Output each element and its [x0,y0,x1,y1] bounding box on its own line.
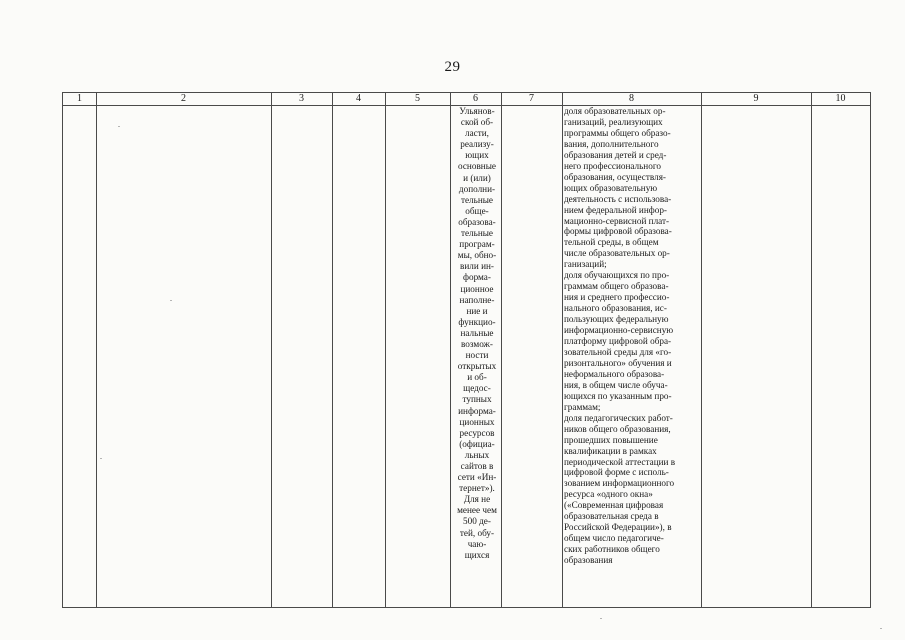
scan-speck [100,458,102,459]
cell-col-8-line: зовательной среды для «го- [564,346,672,357]
scan-speck [170,300,172,301]
cell-col-8-line: граммам; [564,401,601,412]
cell-col-8-line: ресурса «одного окна» [564,489,653,500]
cell-col-8-line: Российской Федерации»), в [564,522,672,533]
column-divider [450,93,451,607]
header-col-9: 9 [753,93,759,104]
header-col-6: 6 [473,93,478,104]
cell-col-8-line: числе образовательных ор- [564,248,670,259]
page-number: 29 [444,59,461,75]
cell-col-8-line: доля образовательных ор- [564,106,666,116]
cell-col-8-line: платформу цифровой обра- [564,336,672,347]
cell-col-8-line: тельной среды, в общем [564,237,659,248]
header-col-5: 5 [415,93,420,104]
column-divider [811,93,812,607]
scan-speck [118,126,120,127]
scan-speck [600,618,602,619]
cell-col-8-line: нием федеральной инфор- [564,204,667,215]
cell-col-8-line: ния и среднего профессио- [564,292,670,303]
cell-col-8-line: формы цифровой образова- [564,226,672,237]
cell-col-8-line: общем число педагогиче- [564,533,664,544]
column-divider [271,93,272,607]
column-divider [701,93,702,607]
cell-col-8-line: доля педагогических работ- [564,412,673,423]
cell-col-8-line: доля обучающихся по про- [564,270,670,281]
column-divider [332,93,333,607]
scan-speck [880,628,882,629]
cell-col-8-line: периодической аттестации в [564,456,676,467]
column-divider [562,93,563,607]
cell-col-8-line: образования, осуществля- [564,171,666,182]
cell-col-8-line: ющихся по указанным про- [564,390,672,401]
table-header-row [63,93,870,106]
cell-col-8-line: ния, в общем числе обуча- [564,379,668,390]
header-col-7: 7 [529,93,534,104]
cell-col-8-line: («Современная цифровая [564,500,664,511]
header-col-10: 10 [835,93,846,104]
cell-col-8-line: ников общего образования, [564,423,671,434]
cell-col-8-line: цифровой форме с исполь- [564,467,669,478]
cell-col-8-line: неформального образова- [564,368,665,379]
column-divider [96,93,97,607]
cell-col-8-line: образования детей и сред- [564,149,667,160]
header-col-2: 2 [181,93,186,104]
cell-col-8-line: ганизаций; [564,259,607,270]
cell-col-8-line: квалификации в рамках [564,445,657,456]
cell-col-8-line: образовательная среда в [564,511,659,522]
column-divider [385,93,386,607]
header-col-4: 4 [356,93,361,104]
cell-col-6-text: Ульянов- ской об- ласти, реализу- ющих основные и (или) дополни- тельные обще- образова- тельные програм- мы, обно- вили ин- форма- ционное наполне- ние и функцио- нальные возмож- ности открытых и об- щедос- тупных информа- ционных ресурсов (официа- льных сайтов в сети «Ин- тернет»). Для не менее чем 500 де- тей, обу- чаю- щихся [457,106,497,560]
cell-col-8-line: образования [564,555,613,566]
cell-col-8-line: информационно-сервисную [564,325,674,336]
cell-col-8-line: ских работников общего [564,544,660,555]
cell-col-8-line: вания, дополнительного [564,138,659,149]
cell-col-8-line: мационно-сервисной плат- [564,215,670,226]
header-col-1: 1 [77,93,82,104]
cell-col-8-line: зованием информационного [564,478,675,489]
cell-col-8-line: ганизаций, реализующих [564,116,663,127]
cell-col-8-line: прошедших повышение [564,434,658,445]
header-col-8: 8 [629,93,634,104]
cell-col-8-line: ризонтального» обучения и [564,357,672,368]
cell-col-8-line: программы общего образо- [564,127,671,138]
data-table [62,92,871,608]
cell-col-8-line: нального образования, ис- [564,303,667,314]
cell-col-8-line: ющих образовательную [564,182,658,193]
cell-col-8-line: него профессионального [564,160,661,171]
header-col-3: 3 [299,93,304,104]
cell-col-8-line: пользующих федеральную [564,314,669,325]
cell-col-8-line: деятельность с использова- [564,193,672,204]
cell-col-8-text [564,106,700,566]
cell-col-8-line: граммам общего образова- [564,281,669,292]
